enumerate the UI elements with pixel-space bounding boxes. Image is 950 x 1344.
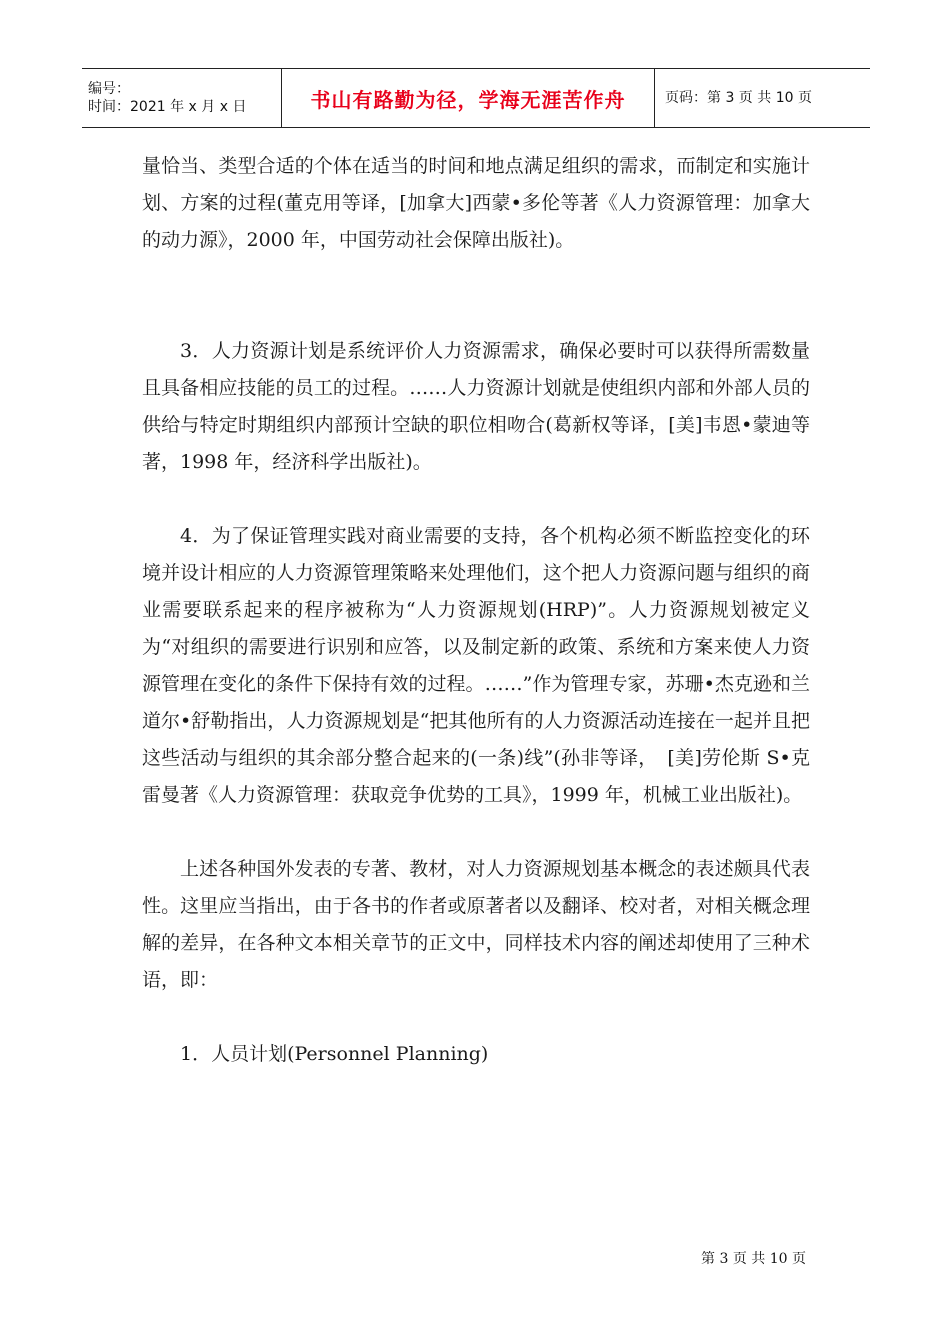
spacer <box>142 259 810 333</box>
paragraph-continuation: 量恰当、类型合适的个体在适当的时间和地点满足组织的需求，而制定和实施计划、方案的过程(董克用等译，[加拿大]西蒙•多伦等著《人力资源管理：加拿大的动力源》，2000 年，中国劳动社会保障出版社)。 <box>142 155 810 251</box>
spacer <box>142 999 810 1036</box>
document-date: 时间：2021 年 x 月 x 日 <box>88 99 247 115</box>
document-header <box>82 68 870 128</box>
paragraph-item-4: 4．为了保证管理实践对商业需要的支持，各个机构必须不断监控变化的环境并设计相应的人力资源管理策略来处理他们，这个把人力资源问题与组织的商业需要联系起来的程序被称为“人力资源规划(HRP)”。人力资源规划被定义为“对组织的需要进行识别和应答，以及制定新的政策、系统和方案来使人力资源管理在变化的条件下保持有效的过程。……”作为管理专家，苏珊•杰克逊和兰道尔•舒勒指出，人力资源规划是“把其他所有的人力资源活动连接在一起并且把这些活动与组织的其余部分整合起来的(一条)线”(孙非等译， [美]劳伦斯 S•克雷曼著《人力资源管理：获取竞争优势的工具》，1999 年，机械工业出版社)。 <box>142 525 810 806</box>
header-motto-cell <box>282 69 655 127</box>
spacer <box>142 481 810 518</box>
paragraph-term-1: 1．人员计划(Personnel Planning) <box>180 1043 489 1065</box>
paragraph-item-3: 3．人力资源计划是系统评价人力资源需求，确保必要时可以获得所需数量且具备相应技能的员工的过程。……人力资源计划就是使组织内部和外部人员的供给与特定时期组织内部预计空缺的职位相吻合(葛新权等译，[美]韦恩•蒙迪等著，1998 年，经济科学出版社)。 <box>142 340 810 473</box>
header-page-number: 页码：第 3 页 共 10 页 <box>665 90 812 106</box>
header-motto: 书山有路勤为径，学海无涯苦作舟 <box>310 87 626 112</box>
document-body <box>142 148 810 1073</box>
footer-page-number: 第 3 页 共 10 页 <box>701 1251 806 1267</box>
document-number: 编号： <box>88 81 130 97</box>
spacer <box>142 814 810 851</box>
header-page-cell <box>655 69 870 127</box>
header-meta-cell <box>82 69 282 127</box>
paragraph-summary: 上述各种国外发表的专著、教材，对人力资源规划基本概念的表述颇具代表性。这里应当指出，由于各书的作者或原著者以及翻译、校对者，对相关概念理解的差异，在各种文本相关章节的正文中，同样技术内容的阐述却使用了三种术语，即： <box>142 858 810 991</box>
